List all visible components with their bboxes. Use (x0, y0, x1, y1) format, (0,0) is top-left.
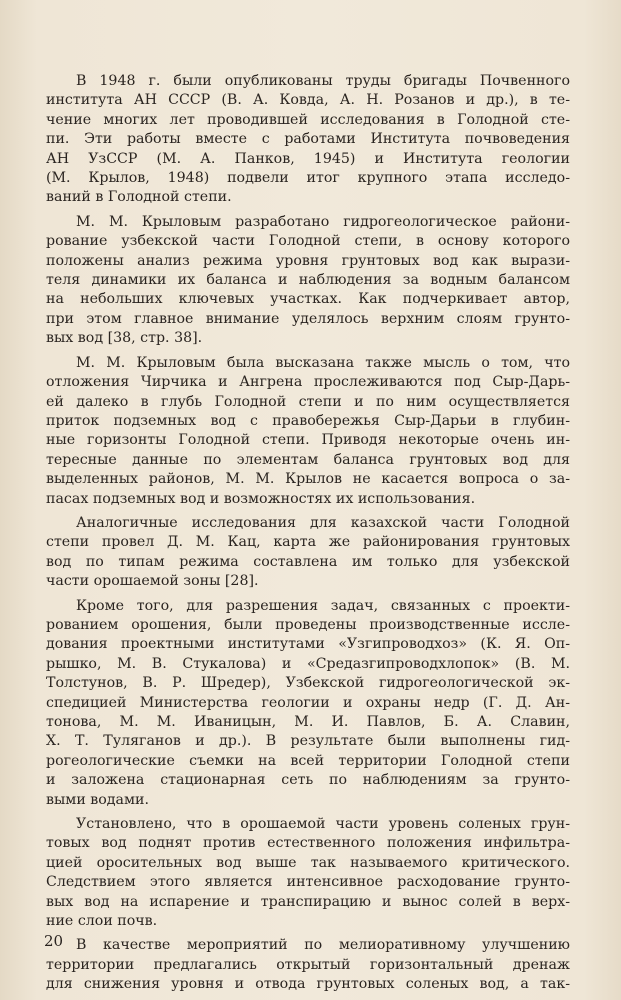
text-line: для снижения уровня и отвода грунтовых соленых вод, а так- (46, 976, 570, 993)
text-line: положены анализ режима уровня грунтовых вод как вырази- (46, 252, 570, 269)
text-line: Аналогичные исследования для казахской части Голодной (76, 514, 570, 531)
paragraph (46, 936, 570, 994)
text-line: выделенных районов, М. М. Крылов не касается вопроса о за- (46, 471, 570, 488)
text-line: Установлено, что в орошаемой части уровень соленых грун- (76, 816, 570, 833)
paragraph (46, 514, 570, 592)
text-line: при этом главное внимание уделялось верхним слоям грунто- (46, 310, 570, 327)
text-line: вых вод на испарение и транспирацию и вынос солей в верх- (46, 893, 570, 910)
text-line: тонова, М. М. Иваницын, М. И. Павлов, Б. А. Славин, (46, 714, 570, 730)
text-line: и заложена стационарная сеть по наблюдениям за грунто- (46, 772, 570, 789)
text-line: М. М. Крыловым разработано гидрогеологическое райони- (76, 213, 570, 230)
page-number: 20 (44, 932, 64, 950)
text-line: вых вод [38, стр. 38]. (46, 330, 203, 347)
text-line: пасах подземных вод и возможностях их использования. (46, 490, 476, 507)
text-line: Кроме того, для разрешения задач, связанных с проекти- (76, 597, 570, 614)
body-text (46, 72, 570, 995)
text-line: спедицией Министерства геологии и охраны недр (Г. Д. Ан- (46, 694, 570, 711)
text-line: цией оросительных вод выше так называемого критического. (46, 854, 570, 871)
text-line: рованием орошения, были проведены производственные иссле- (46, 616, 570, 633)
paragraph (46, 213, 570, 349)
text-line: Х. Т. Туляганов и др.). В результате были выполнены гид- (46, 733, 570, 750)
text-line: АН УзССР (М. А. Панков, 1945) и Института геологии (46, 150, 570, 167)
text-line: Толстунов, В. Р. Шредер), Узбекской гидрогеологической эк- (46, 675, 570, 692)
text-line: рование узбекской части Голодной степи, в основу которого (46, 233, 570, 250)
text-line: пи. Эти работы вместе с работами Института почвоведения (46, 131, 570, 148)
text-line: на небольших ключевых участках. Как подчеркивает автор, (46, 291, 570, 308)
text-line: (М. Крылов, 1948) подвели итог крупного этапа исследо- (46, 170, 570, 187)
paragraph (46, 597, 570, 810)
text-line: части орошаемой зоны [28]. (46, 573, 259, 590)
text-line: чение многих лет проводившей исследования в Голодной сте- (46, 111, 570, 128)
text-line: рышко, М. В. Стукалова) и «Средазгипроводхлопок» (В. М. (46, 655, 570, 672)
text-line: вод по типам режима составлена им только для узбекской (46, 553, 570, 570)
text-line: отложения Чирчика и Ангрена прослеживаются под Сыр-Дарь- (46, 374, 570, 391)
paragraph (46, 354, 570, 509)
text-line: института АН СССР (В. А. Ковда, А. Н. Розанов и др.), в те- (46, 92, 570, 109)
text-line: В качестве мероприятий по мелиоративному улучшению (76, 937, 570, 954)
text-line: дования проектными институтами «Узгипроводхоз» (К. Я. Оп- (46, 636, 570, 653)
text-line: приток подземных вод с правобережья Сыр-Дарьи в глубин- (46, 412, 570, 429)
text-line: ей далеко в глубь Голодной степи и по ним осуществляется (46, 393, 570, 410)
text-line: выми водами. (46, 791, 150, 808)
text-line: рогеологические съемки на всей территории Голодной степи (46, 752, 570, 769)
text-line: тересные данные по элементам баланса грунтовых вод для (46, 451, 570, 468)
text-line: В 1948 г. были опубликованы труды бригады Почвенного (76, 73, 570, 89)
text-line: степи провел Д. М. Кац, карта же районирования грунтовых (46, 534, 570, 551)
text-line: ние слои почв. (46, 913, 158, 930)
text-line: ные горизонты Голодной степи. Приводя некоторые очень ин- (46, 432, 570, 449)
text-line: Следствием этого является интенсивное расходование грунто- (46, 874, 570, 891)
text-line: М. М. Крыловым была высказана также мысль о том, что (76, 354, 570, 371)
text-line: ваний в Голодной степи. (46, 189, 232, 206)
text-line: территории предлагались открытый горизонтальный дренаж (46, 956, 570, 973)
text-line: товых вод поднят против естественного положения инфильтра- (46, 835, 570, 852)
paragraph (46, 815, 570, 931)
paragraph (46, 72, 570, 208)
text-line: теля динамики их баланса и наблюдения за водным балансом (46, 272, 570, 289)
